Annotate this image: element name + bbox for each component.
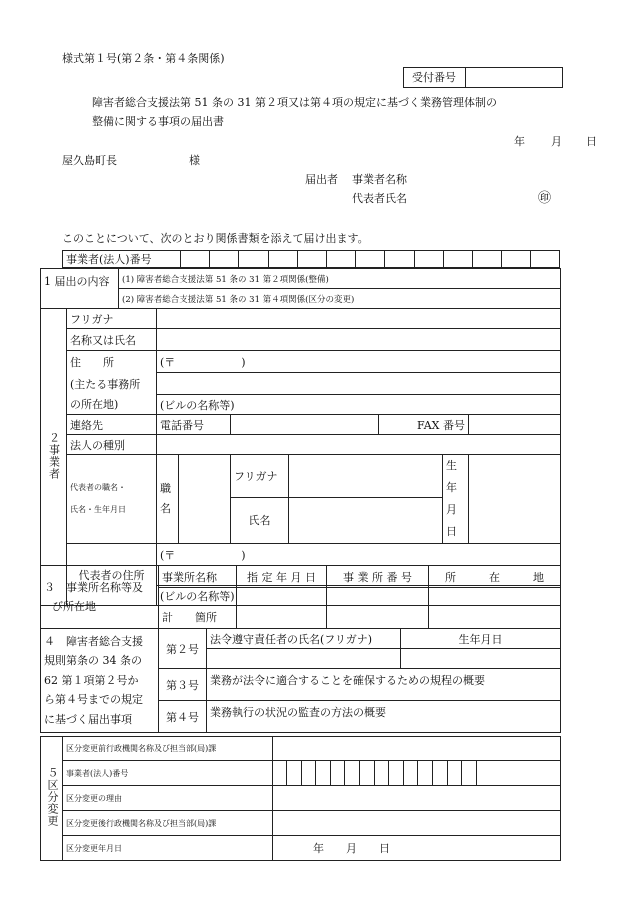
business-number-digit[interactable] xyxy=(268,251,297,268)
s5-digit[interactable] xyxy=(359,761,374,786)
section1-label: 1 届出の内容 xyxy=(41,269,119,309)
s5-digit[interactable] xyxy=(389,761,404,786)
birth-label-cell xyxy=(443,455,469,544)
business-number-digit[interactable] xyxy=(531,251,560,268)
birth-label-2: 月日 xyxy=(446,503,457,538)
business-number-digit[interactable] xyxy=(297,251,326,268)
address-label-2: (主たる事務所 xyxy=(67,373,157,395)
business-name-label: 事業者名称 xyxy=(352,173,407,186)
s5-reason-label: 区分変更の理由 xyxy=(63,786,273,811)
s5-digit[interactable] xyxy=(330,761,345,786)
phone-label: 電話番号 xyxy=(157,415,231,435)
rep-furigana-field[interactable] xyxy=(289,455,443,498)
shoku-mei-cell xyxy=(157,455,179,544)
section4-label-1: ４ 障害者総合支援 xyxy=(44,634,143,648)
s5-new-agency-field[interactable] xyxy=(273,811,561,836)
rep-furigana-label: フリガナ xyxy=(231,455,289,498)
s5-date-field[interactable] xyxy=(273,836,561,861)
section2-label-cell xyxy=(41,309,67,606)
item2-text: 法令遵守責任者の氏名(フリガナ) xyxy=(207,629,401,649)
s5-digit[interactable] xyxy=(301,761,316,786)
date-month: 月 xyxy=(551,135,562,148)
rep-postal-field[interactable] xyxy=(157,544,561,566)
s5-new-agency-label: 区分変更後行政機関名称及び担当部(局)課 xyxy=(63,811,273,836)
business-number-digit[interactable] xyxy=(210,251,239,268)
section5-label-cell xyxy=(41,737,63,861)
section1-option1[interactable]: (1) 障害者総合支援法第 51 条の 31 第２項関係(整備) xyxy=(119,269,561,289)
section5-table xyxy=(40,736,561,861)
business-number-digit[interactable] xyxy=(472,251,501,268)
receipt-box xyxy=(403,67,563,88)
office-number-field[interactable] xyxy=(327,588,429,629)
business-number-digit[interactable] xyxy=(181,251,210,268)
section3-label-1: ３ 事業所名称等及 xyxy=(44,581,143,594)
business-number-label: 事業者(法人)番号 xyxy=(63,251,181,268)
notifier-label: 届出者 xyxy=(305,173,338,186)
s5-date-text: 年 月 日 xyxy=(313,842,390,855)
section4-label-3: 62 第１項第２号か xyxy=(44,673,139,687)
section4-label xyxy=(41,629,159,733)
item3-label: 第３号 xyxy=(159,669,207,701)
section3-table xyxy=(40,565,561,629)
s5-digit[interactable] xyxy=(287,761,302,786)
name-field[interactable] xyxy=(157,329,561,351)
office-name-header: 事業所名称 xyxy=(159,566,237,588)
furigana-label: フリガナ xyxy=(67,309,157,329)
s5-digit[interactable] xyxy=(418,761,433,786)
s5-digit[interactable] xyxy=(345,761,360,786)
section2-table xyxy=(40,308,561,606)
item2-birth-field[interactable] xyxy=(401,649,561,669)
mei-label: 名 xyxy=(160,502,171,515)
furigana-field[interactable] xyxy=(157,309,561,329)
office-number-header: 事 業 所 番 号 xyxy=(327,566,429,588)
building-field[interactable] xyxy=(157,395,561,415)
office-total-label: 計 箇所 xyxy=(162,611,217,624)
s5-date-label: 区分変更年月日 xyxy=(63,836,273,861)
rep-title-label-1: 代表者の職名・ xyxy=(70,483,126,492)
doc-title-line1: 障害者総合支援法第 51 条の 31 第２項又は第４項の規定に基づく業務管理体制の xyxy=(92,96,497,109)
contact-label: 連絡先 xyxy=(67,415,157,435)
location-header: 所 在 地 xyxy=(429,566,561,588)
rep-name-label-cell: 氏名 xyxy=(231,497,289,543)
phone-field[interactable] xyxy=(231,415,379,435)
business-number-digit[interactable] xyxy=(502,251,531,268)
birth-field[interactable] xyxy=(469,455,561,544)
rep-address-label: 代表者の住所 xyxy=(67,544,157,606)
receipt-divider xyxy=(465,68,466,87)
postal-field[interactable] xyxy=(157,351,561,373)
item4-text-label: 業務執行の状況の監査の方法の概要 xyxy=(210,706,386,719)
office-total-cell[interactable] xyxy=(159,588,237,629)
shoku-label: 職 xyxy=(160,482,171,495)
rep-title-field[interactable] xyxy=(179,455,231,544)
rep-title-label-2: 氏名・生年月日 xyxy=(70,505,126,514)
s5-digit-spare[interactable] xyxy=(476,761,560,786)
item4-text[interactable] xyxy=(207,701,561,733)
corp-type-label: 法人の種別 xyxy=(67,435,157,455)
form-number: 様式第１号(第２条・第４条関係) xyxy=(62,52,225,65)
rep-postal-label: (〒 ) xyxy=(160,548,246,562)
name-label: 名称又は氏名 xyxy=(67,329,157,351)
s5-digit[interactable] xyxy=(403,761,418,786)
date-year: 年 xyxy=(514,135,525,148)
item3-text[interactable] xyxy=(207,669,561,701)
business-number-digit[interactable] xyxy=(443,251,472,268)
section4-label-2: 規則第条の 34 条の xyxy=(44,654,142,668)
building-label: (ビルの名称等) xyxy=(160,398,235,412)
addressee: 屋久島町長 xyxy=(62,154,117,167)
s5-prev-agency-field[interactable] xyxy=(273,737,561,761)
s5-business-number-label: 事業者(法人)番号 xyxy=(63,761,273,786)
doc-title-line2: 整備に関する事項の届出書 xyxy=(92,115,224,128)
date-day: 日 xyxy=(586,135,597,148)
rep-title-label xyxy=(67,455,157,544)
seal-mark: ㊞ xyxy=(538,191,552,206)
section4-label-4: ら第４号までの規定 xyxy=(44,693,143,707)
designation-date-header: 指 定 年 月 日 xyxy=(237,566,327,588)
address-label-3: の所在地) xyxy=(67,395,157,415)
section3-label xyxy=(41,566,159,629)
section1-table xyxy=(40,268,561,309)
item2-name-field[interactable] xyxy=(207,649,401,669)
s5-digit[interactable] xyxy=(432,761,447,786)
intro-text: このことについて、次のとおり関係書類を添えて届け出ます。 xyxy=(62,232,369,245)
s5-digit[interactable] xyxy=(273,761,287,786)
section5-label: ５区分変更 xyxy=(46,767,59,827)
business-number-digit[interactable] xyxy=(356,251,385,268)
item2-birth-label: 生年月日 xyxy=(401,629,561,649)
rep-name-field[interactable] xyxy=(289,497,443,543)
addressee-sama: 様 xyxy=(189,154,200,167)
address-field[interactable] xyxy=(157,373,561,395)
business-number-table xyxy=(62,250,560,268)
s5-digit[interactable] xyxy=(374,761,389,786)
location-field[interactable] xyxy=(429,588,561,629)
business-number-digit[interactable] xyxy=(385,251,414,268)
section2-label: ２事業者 xyxy=(47,431,61,480)
address-label-1: 住 所 xyxy=(67,351,157,373)
fax-field[interactable] xyxy=(469,415,561,435)
business-number-digit[interactable] xyxy=(239,251,268,268)
business-number-digit[interactable] xyxy=(326,251,355,268)
section4-label-5: に基づく届出事項 xyxy=(44,712,132,726)
item3-text-label: 業務が法令に適合することを確保するための規程の概要 xyxy=(210,674,485,687)
s5-digit[interactable] xyxy=(462,761,477,786)
s5-reason-field[interactable] xyxy=(273,786,561,811)
s5-digit[interactable] xyxy=(447,761,462,786)
item2-label: 第２号 xyxy=(159,629,207,669)
postal-label: (〒 ) xyxy=(160,355,246,369)
fax-label: FAX 番号 xyxy=(379,415,469,435)
s5-digit[interactable] xyxy=(316,761,331,786)
receipt-label: 受付番号 xyxy=(412,71,456,84)
rep-building-label: (ビルの名称等) xyxy=(160,589,235,603)
item4-label: 第４号 xyxy=(159,701,207,733)
section1-option2[interactable]: (2) 障害者総合支援法第 51 条の 31 第４項関係(区分の変更) xyxy=(119,289,561,309)
birth-label-1: 生年 xyxy=(446,459,457,494)
designation-date-field[interactable] xyxy=(237,588,327,629)
section3-label-2: び所在地 xyxy=(52,600,96,613)
s5-prev-agency-label: 区分変更前行政機関名称及び担当部(局)課 xyxy=(63,737,273,761)
section4-table xyxy=(40,628,561,733)
corp-type-field[interactable] xyxy=(157,435,561,455)
business-number-digit[interactable] xyxy=(414,251,443,268)
rep-name-label: 代表者氏名 xyxy=(352,192,407,205)
